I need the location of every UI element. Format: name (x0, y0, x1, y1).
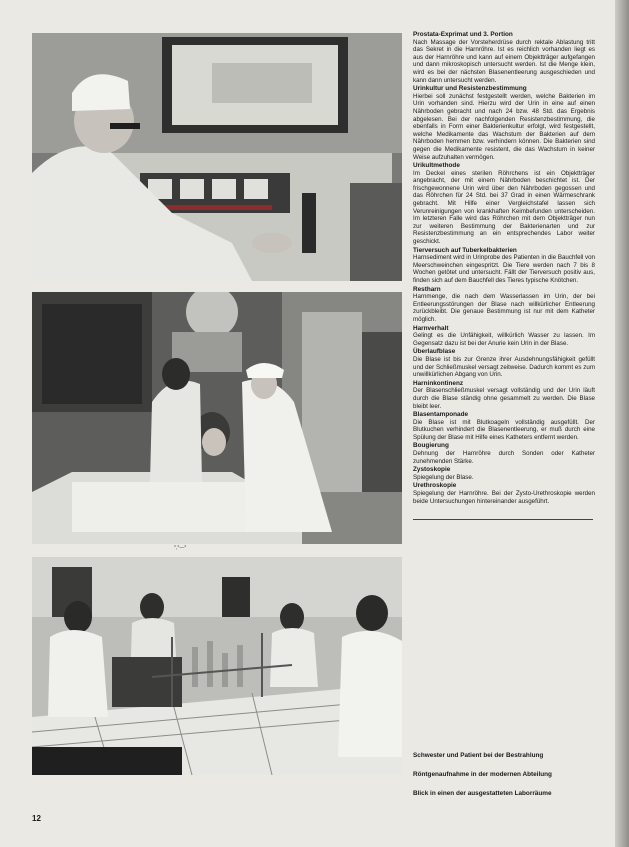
caption-1: Schwester und Patient bei der Bestrahlung (413, 752, 544, 759)
text-column (413, 31, 595, 540)
section-9 (413, 411, 595, 441)
section-title: Harnverhalt (413, 324, 449, 332)
section-title: Bougierung (413, 442, 449, 450)
section-body: Die Blase ist mit Blutkoageln vollständig ausgefüllt. Der Blutkuchen verhindert die Blasenentleerung, er muß durch eine Spülung der Blase mit Hilfe eines Katheters entfernt werden. (413, 418, 595, 441)
section-body: Im Deckel eines sterilen Röhrchens ist ein Objektträger angebracht, der mit einem Nährboden beschichtet ist. Der frischgewonnene Urin wird über den Nährboden gegossen und das Röhrchen für 24 Std. bei 37 Grad in einen Wärmeschrank gebracht. Mit Hilfe einer Vergleichstafel lassen sich Verunreinigungen von krankhaften Keimbefunden unterscheiden. Im letzteren Falle wird das Röhrchen mit dem Objektträger nun zur weiteren Bestimmung der Bakterienarten und zur Resistenzbestimmung an ein entsprechendes Labor weiter geschickt. (413, 169, 595, 246)
section-body: Harnmenge, die nach dem Wasserlassen im Urin, der bei Entleerungsstörungen der Blase nach willkürlicher Entleerung zurückbleibt. Die genaue Bestimmung ist nur mit dem Katheter möglich. (413, 293, 595, 323)
section-body: Spiegelung der Harnröhre. Bei der Zysto-Urethroskopie werden beide Untersuchungen hintereinander ausgeführt. (413, 490, 595, 505)
section-12 (413, 482, 595, 505)
page-number: 12 (32, 814, 41, 823)
photo-3-image (32, 557, 402, 775)
section-title: Restharn (413, 285, 441, 293)
section-6 (413, 325, 595, 348)
caption-3: Blick in einen der ausgestatteten Laborräume (413, 790, 552, 797)
photo-mark: °,°—° (174, 545, 187, 551)
photo-nurse-control-panel (32, 33, 402, 281)
section-10 (413, 442, 595, 465)
section-title: Harninkontinenz (413, 379, 464, 387)
section-title: Überlaufblase (413, 348, 456, 356)
section-title: Tierversuch auf Tuberkelbakterien (413, 246, 517, 254)
section-body: Der Blasenschließmuskel versagt vollständig und der Urin läuft durch die Blase ständig ohne gesammelt zu werden. Die Blase bleibt leer. (413, 387, 595, 410)
section-title: Urikultmethode (413, 162, 460, 170)
photo-2-image (32, 292, 402, 544)
section-body: Spiegelung der Blase. (413, 473, 474, 481)
section-title: Zystoskopie (413, 466, 451, 474)
captions (413, 752, 603, 809)
section-body: Dehnung der Harnröhre durch Sonden oder Katheter zunehmenden Stärke. (413, 450, 595, 465)
section-body: Gelingt es die Unfähigkeit, willkürlich Wasser zu lassen. Im Gegensatz dazu ist bei der Anurie kein Urin in der Blase. (413, 332, 595, 347)
photo-laboratory (32, 557, 402, 775)
caption-2: Röntgenaufnahme in der modernen Abteilung (413, 771, 552, 778)
section-8 (413, 380, 595, 410)
section-11 (413, 466, 595, 481)
section-divider (413, 519, 593, 520)
section-2 (413, 85, 595, 161)
section-body: Hierbei soll zunächst festgestellt werden, welche Bakterien im Urin vorhanden sind. Hierzu wird der Urin in eine auf einen Nährboden gebracht und nach 24 bzw. 48 Std. das Ergebnis abgelesen. Bei der nachfolgenden Resistenzbestimmung, die ebenfalls in Form einer Bakterienkultur erfolgt, wird festgestellt, welche Medikamente das Wachstum der Bakterien auf dem Nährboden hemmen bzw. verhindern können. Die Bakterien sind gegen die Medikamente resistent, die das Wachstum in keiner Weise aufzuhalten vermögen. (413, 92, 595, 161)
section-title: Urethroskopie (413, 482, 457, 490)
section-4 (413, 247, 595, 285)
section-1 (413, 31, 595, 84)
section-7 (413, 348, 595, 378)
section-body: Harnsediment wird in Urinprobe des Patienten in die Bauchfell von Meerschweinchen eingespritzt. Die Tiere werden nach 7 bis 8 Wochen getötet und untersucht. Fällt der Tierversuch positiv aus, finden sich auf dem Bauchfell des Tieres typische Knötchen. (413, 254, 595, 284)
photo-nurses-patient-bed (32, 292, 402, 544)
section-body: Nach Massage der Vorsteherdrüse durch rektale Ablastung tritt das Sekret in die Harnröhre. Ist es reichlich vorhanden liegt es aus der Harnröhre und kann auf einem Objektträger aufgefangen und dann mikroskopisch untersucht werden. Ist die Menge klein, wird es bei der nächsten Blasenentleerung ausgeschieden und kann dann untersucht werden. (413, 38, 595, 84)
photo-1-image (32, 33, 402, 281)
section-5 (413, 286, 595, 324)
section-body: Die Blase ist bis zur Grenze ihrer Ausdehnungsfähigkeit gefüllt und der Schließmuskel versagt zeitweise. Dadurch kommt es zum unwillkürlichen Abgang von Urin. (413, 355, 595, 379)
section-title: Blasentamponade (413, 411, 469, 419)
section-title: Urinkultur und Resistenzbestimmung (413, 85, 527, 93)
section-3 (413, 162, 595, 246)
page-binding-edge (615, 0, 629, 847)
section-title: Prostata-Exprimat und 3. Portion (413, 31, 513, 38)
